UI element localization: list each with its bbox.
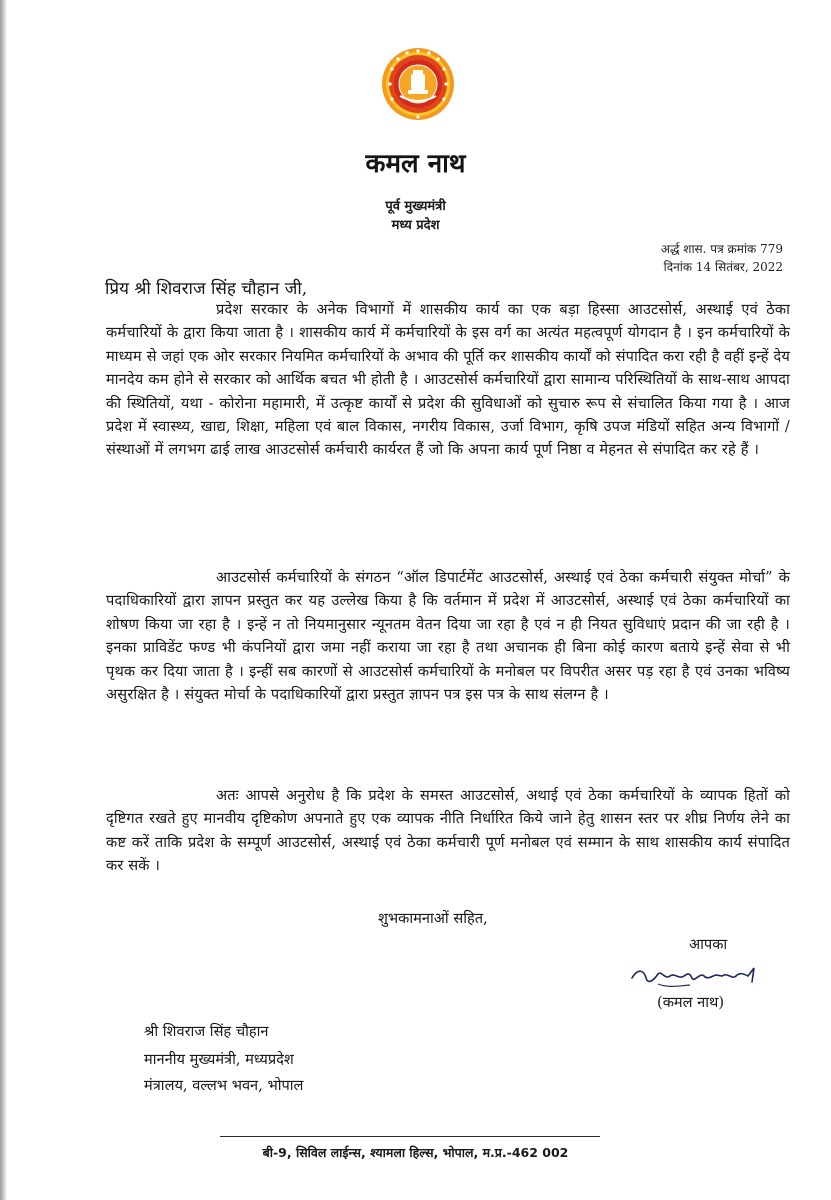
signatory-name: (कमल नाथ) xyxy=(657,994,725,1011)
footer-divider xyxy=(220,1136,600,1137)
body-paragraph-3: अतः आपसे अनुरोध है कि प्रदेश के समस्त आउटसोर्स, अथाई एवं ठेका कर्मचारियों के व्यापक हितों को दृष्टिगत रखते हुए मानवीय दृष्टिकोण अपनाते हुए एक व्यापक नीति निर्धारित किये जाने हेतु शासन स्तर पर शीघ्र निर्णय लेने का कष्ट करें ताकि प्रदेश के सम्पूर्ण आउटसोर्स, अस्थाई एवं ठेका कर्मचारी पूर्ण मनोबल एवं सम्मान के साथ शासकीय कार्य संपादित कर सकें । xyxy=(106,787,790,875)
sender-name-heading: कमल नाथ xyxy=(365,149,466,179)
sender-state: मध्य प्रदेश xyxy=(391,218,440,233)
footer-address: बी-9, सिविल लाईन्स, श्यामला हिल्स, भोपाल, म.प्र.-462 002 xyxy=(262,1145,569,1160)
signoff-yours: आपका xyxy=(689,936,728,953)
handwritten-signature xyxy=(628,958,768,994)
letter-date: दिनांक 14 सितंबर, 2022 xyxy=(663,260,783,274)
addressee-address: मंत्रालय, वल्लभ भवन, भोपाल xyxy=(144,1077,304,1094)
addressee-name: श्री शिवराज सिंह चौहान xyxy=(144,1023,269,1040)
salutation: प्रिय श्री शिवराज सिंह चौहान जी, xyxy=(105,279,308,299)
addressee-designation: माननीय मुख्यमंत्री, मध्यप्रदेश xyxy=(144,1051,294,1068)
sender-designation: पूर्व मुख्यमंत्री xyxy=(385,199,446,214)
page-edge-shadow xyxy=(0,0,7,1200)
closing-greeting: शुभकामनाओं सहित, xyxy=(378,910,488,927)
body-paragraph-2: आउटसोर्स कर्मचारियों के संगठन “ऑल डिपार्टमेंट आउटसोर्स, अस्थाई एवं ठेका कर्मचारी संयुक्त मोर्चा” के पदाधिकारियों द्वारा ज्ञापन प्रस्तुत कर यह उल्लेख किया है कि वर्तमान में प्रदेश में आउटसोर्स, अस्थाई एवं ठेका कर्मचारियों का शोषण किया जा रहा है । इन्हें न तो नियमानुसार न्यूनतम वेतन दिया जा रहा है एवं न ही नियत सुविधाएं प्रदान की जा रही है । इनका प्राविडेंट फण्ड भी कंपनियों द्वारा जमा नहीं कराया जा रहा है तथा अचानक ही बिना कोई कारण बताये इन्हें सेवा से भी पृथक कर दिया जाता है । इन्हीं सब कारणों से आउटसोर्स कर्मचारियों के मनोबल पर विपरीत असर पड़ रहा है एवं उनका भविष्य असुरक्षित है । संयुक्त मोर्चा के पदाधिकारियों द्वारा प्रस्तुत ज्ञापन पत्र इस पत्र के साथ संलग्न है । xyxy=(106,569,790,704)
body-paragraph-1: प्रदेश सरकार के अनेक विभागों में शासकीय कार्य का एक बड़ा हिस्सा आउटसोर्स, अस्थाई एवं ठेका कर्मचारियों के द्वारा किया जाता है । शासकीय कार्य में कर्मचारियों के इस वर्ग का अत्यंत महत्वपूर्ण योगदान है । इन कर्मचारियों के माध्यम से जहां एक ओर सरकार नियमित कर्मचारियों के अभाव की पूर्ति कर शासकीय कार्यों को संपादित करा रही है वहीं इन्हें देय मानदेय कम होने से सरकार को आर्थिक बचत भी होती है । आउटसोर्स कर्मचारियों द्वारा सामान्य परिस्थितियों के साथ-साथ आपदा की स्थितियों, यथा - कोरोना महामारी, में उत्कृष्ट कार्यों से प्रदेश की सुविधाओं को सुचारु रूप से संचालित किया गया है । आज प्रदेश में स्वास्थ्य, खाद्य, शिक्षा, महिला एवं बाल विकास, नगरीय विकास, उर्जा विभाग, कृषि उपज मंडियों सहित अन्य विभागों / संस्थाओं में लगभग ढाई लाख आउटसोर्स कर्मचारी कार्यरत हैं जो कि अपना कार्य पूर्ण निष्ठा व मेहनत से संपादित कर रहे हैं । xyxy=(106,301,790,459)
mp-government-emblem-icon xyxy=(378,44,458,124)
letter-reference-number: अर्द्ध शास. पत्र क्रमांक 779 xyxy=(660,242,783,256)
